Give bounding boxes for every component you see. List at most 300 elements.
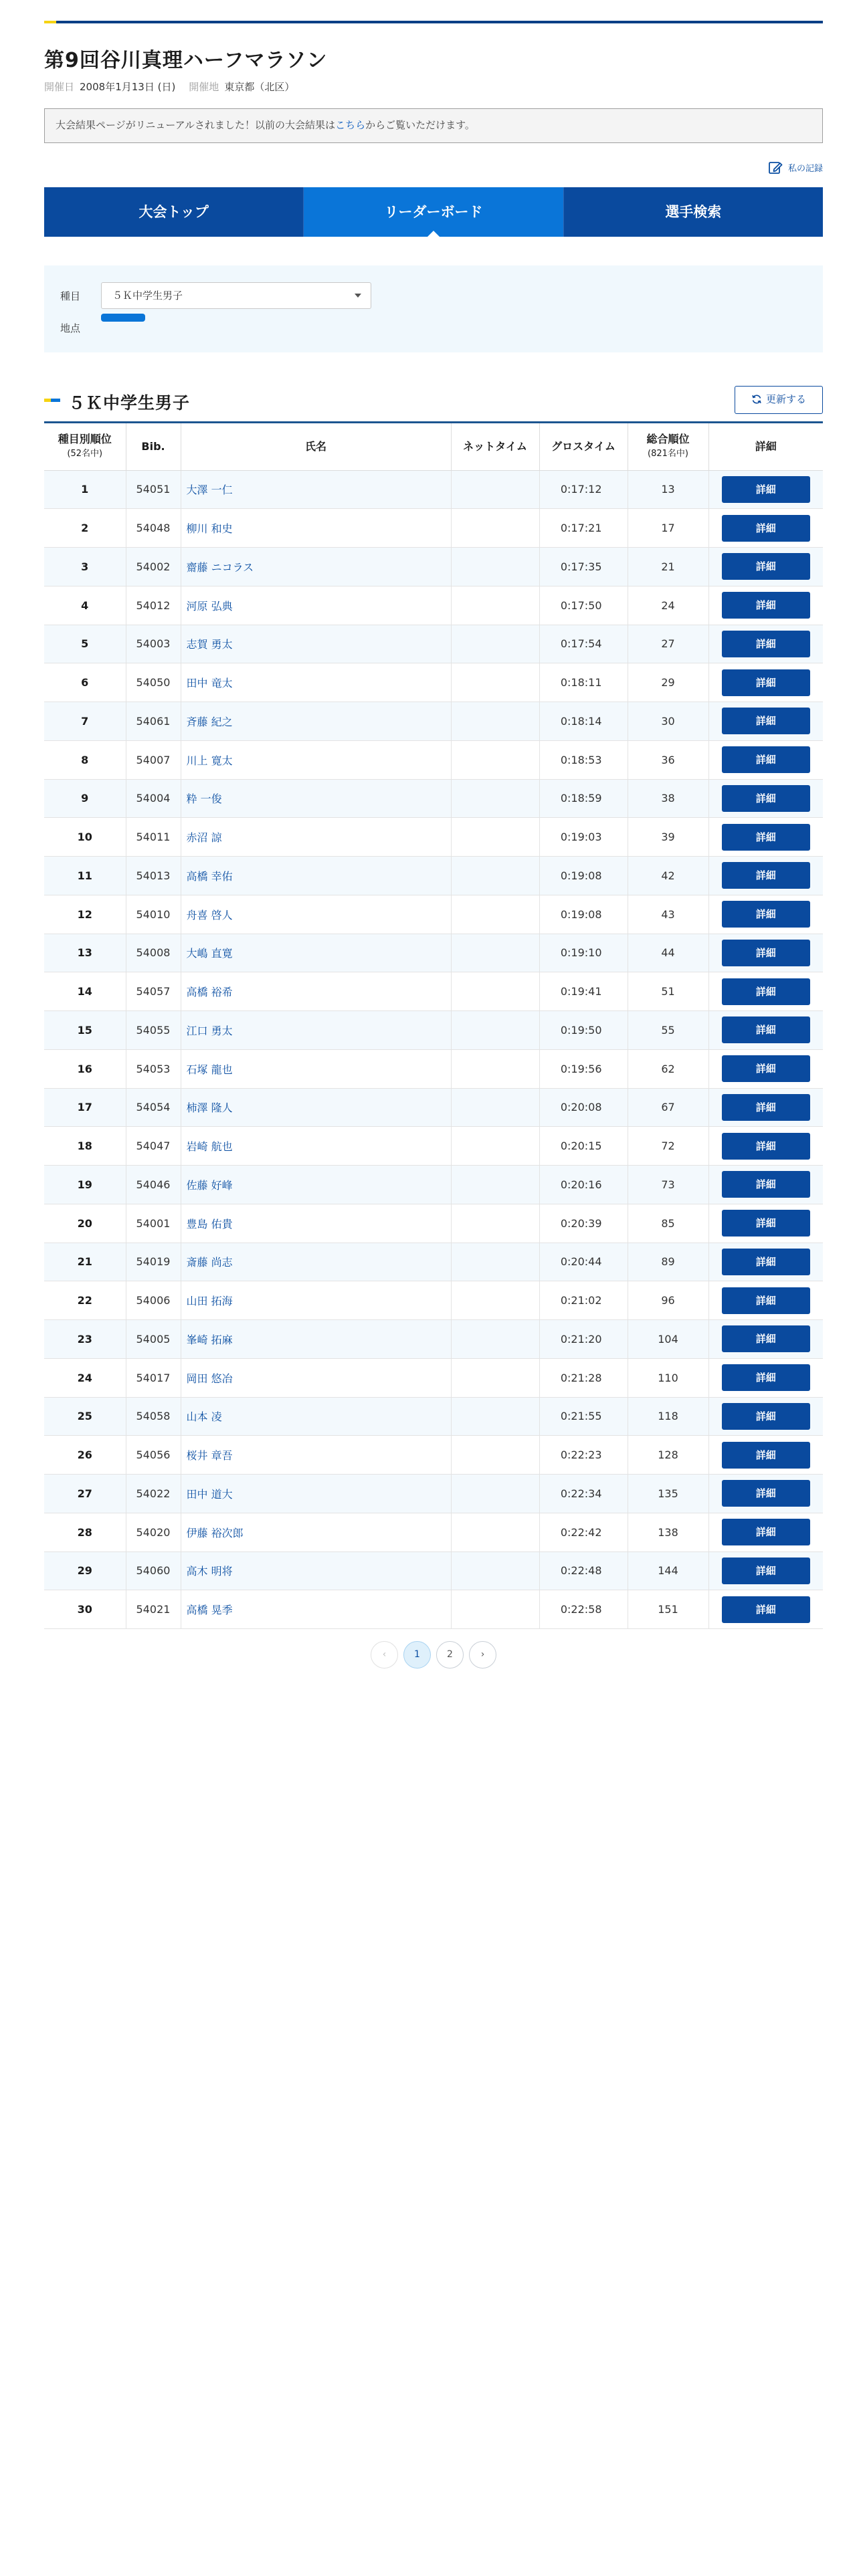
- overall-rank-cell: 110: [628, 1358, 708, 1397]
- detail-button[interactable]: 詳細: [722, 862, 810, 889]
- overall-rank-cell: 138: [628, 1513, 708, 1551]
- gross-time-cell: 0:18:53: [539, 740, 628, 779]
- net-time-cell: [451, 1475, 539, 1513]
- table-header-row: [44, 423, 823, 470]
- col-gross-time: グロスタイム: [539, 423, 628, 470]
- bib-cell: 54053: [126, 1049, 181, 1088]
- table-row: [44, 934, 823, 972]
- table-row: [44, 1397, 823, 1436]
- detail-cell: [708, 663, 823, 702]
- detail-cell: [708, 1475, 823, 1513]
- gross-time-cell: 0:17:21: [539, 509, 628, 548]
- detail-cell: [708, 702, 823, 741]
- overall-rank-cell: 43: [628, 895, 708, 934]
- runner-name-link[interactable]: 赤沼 諒: [181, 818, 451, 857]
- net-time-cell: [451, 1551, 539, 1590]
- filter-panel: [44, 265, 823, 352]
- date-value: 2008年1月13日 (日): [80, 81, 176, 93]
- net-time-cell: [451, 895, 539, 934]
- rank-cell: 6: [44, 663, 126, 702]
- gross-time-cell: 0:17:12: [539, 470, 628, 509]
- detail-button[interactable]: 詳細: [722, 1519, 810, 1545]
- net-time-cell: [451, 740, 539, 779]
- rank-cell: 24: [44, 1358, 126, 1397]
- detail-button[interactable]: 詳細: [722, 1249, 810, 1275]
- detail-button[interactable]: 詳細: [722, 708, 810, 734]
- runner-name-link[interactable]: 柳川 和史: [181, 509, 451, 548]
- rank-cell: 29: [44, 1551, 126, 1590]
- table-row: [44, 1436, 823, 1475]
- runner-name-link[interactable]: 豊島 佑貴: [181, 1204, 451, 1243]
- gross-time-cell: 0:19:56: [539, 1049, 628, 1088]
- rank-cell: 30: [44, 1590, 126, 1629]
- table-row: [44, 972, 823, 1011]
- detail-cell: [708, 779, 823, 818]
- bib-cell: 54003: [126, 625, 181, 663]
- detail-cell: [708, 1011, 823, 1050]
- table-row: [44, 1204, 823, 1243]
- event-title: 第9回谷川真理ハーフマラソン: [44, 49, 328, 72]
- overall-rank-cell: 13: [628, 470, 708, 509]
- overall-rank-cell: 38: [628, 779, 708, 818]
- rank-cell: 9: [44, 779, 126, 818]
- bib-cell: 54051: [126, 470, 181, 509]
- detail-button[interactable]: 詳細: [722, 824, 810, 851]
- runner-name-link[interactable]: 粋 一俊: [181, 779, 451, 818]
- gross-time-cell: 0:22:48: [539, 1551, 628, 1590]
- tab-runner-search[interactable]: 選手検索: [563, 187, 823, 237]
- net-time-cell: [451, 702, 539, 741]
- rank-cell: 11: [44, 857, 126, 895]
- rank-cell: 28: [44, 1513, 126, 1551]
- detail-button[interactable]: 詳細: [722, 1055, 810, 1082]
- renewal-notice: [44, 108, 823, 143]
- runner-name-link[interactable]: 斉藤 紀之: [181, 702, 451, 741]
- rank-cell: 15: [44, 1011, 126, 1050]
- net-time-cell: [451, 972, 539, 1011]
- runner-name-link[interactable]: 佐藤 好峰: [181, 1166, 451, 1204]
- runner-name-link[interactable]: 高木 明将: [181, 1551, 451, 1590]
- detail-button[interactable]: 詳細: [722, 1480, 810, 1507]
- net-time-cell: [451, 1088, 539, 1127]
- bib-cell: 54048: [126, 509, 181, 548]
- net-time-cell: [451, 663, 539, 702]
- net-time-cell: [451, 1397, 539, 1436]
- detail-cell: [708, 1281, 823, 1320]
- notice-text-before: 大会結果ページがリニューアルされました！以前の大会結果は: [56, 119, 336, 131]
- overall-rank-cell: 24: [628, 586, 708, 625]
- net-time-cell: [451, 779, 539, 818]
- main-tabs: [44, 187, 823, 237]
- rank-cell: 17: [44, 1088, 126, 1127]
- gross-time-cell: 0:20:16: [539, 1166, 628, 1204]
- table-row: [44, 1127, 823, 1166]
- detail-button[interactable]: 詳細: [722, 1094, 810, 1121]
- bib-cell: 54010: [126, 895, 181, 934]
- net-time-cell: [451, 857, 539, 895]
- bib-cell: 54047: [126, 1127, 181, 1166]
- net-time-cell: [451, 818, 539, 857]
- detail-button[interactable]: 詳細: [722, 1133, 810, 1160]
- gross-time-cell: 0:22:23: [539, 1436, 628, 1475]
- overall-rank-cell: 17: [628, 509, 708, 548]
- gross-time-cell: 0:21:55: [539, 1397, 628, 1436]
- next-page-button[interactable]: ›: [469, 1641, 496, 1669]
- notice-text-after: からご覧いただけます。: [365, 119, 475, 131]
- rank-cell: 23: [44, 1320, 126, 1359]
- col-net-time: ネットタイム: [451, 423, 539, 470]
- rank-cell: 13: [44, 934, 126, 972]
- detail-button[interactable]: 詳細: [722, 476, 810, 503]
- detail-cell: [708, 1049, 823, 1088]
- detail-cell: [708, 972, 823, 1011]
- detail-button[interactable]: 詳細: [722, 901, 810, 928]
- page: [44, 21, 823, 1669]
- overall-rank-cell: 51: [628, 972, 708, 1011]
- bib-cell: 54004: [126, 779, 181, 818]
- gross-time-cell: 0:22:34: [539, 1475, 628, 1513]
- table-row: [44, 1011, 823, 1050]
- col-rank: 種目別順位 (52名中): [44, 423, 126, 470]
- detail-button[interactable]: 詳細: [722, 631, 810, 657]
- detail-button[interactable]: 詳細: [722, 515, 810, 542]
- bib-cell: 54008: [126, 934, 181, 972]
- overall-rank-cell: 44: [628, 934, 708, 972]
- rank-cell: 26: [44, 1436, 126, 1475]
- overall-rank-cell: 55: [628, 1011, 708, 1050]
- overall-rank-cell: 96: [628, 1281, 708, 1320]
- detail-cell: [708, 934, 823, 972]
- table-row: [44, 740, 823, 779]
- table-row: [44, 1475, 823, 1513]
- detail-button[interactable]: 詳細: [722, 592, 810, 619]
- runner-name-link[interactable]: 桜井 章吾: [181, 1436, 451, 1475]
- rank-cell: 7: [44, 702, 126, 741]
- table-row: [44, 1590, 823, 1629]
- detail-button[interactable]: 詳細: [722, 1210, 810, 1237]
- net-time-cell: [451, 1358, 539, 1397]
- rank-cell: 19: [44, 1166, 126, 1204]
- detail-cell: [708, 857, 823, 895]
- overall-rank-cell: 30: [628, 702, 708, 741]
- detail-cell: [708, 1358, 823, 1397]
- gross-time-cell: 0:20:15: [539, 1127, 628, 1166]
- refresh-button[interactable]: [735, 386, 823, 414]
- rank-cell: 18: [44, 1127, 126, 1166]
- runner-name-link[interactable]: 舟喜 啓人: [181, 895, 451, 934]
- page-button-1[interactable]: 1: [403, 1641, 431, 1669]
- table-row: [44, 779, 823, 818]
- col-bib: Bib.: [126, 423, 181, 470]
- tab-leaderboard[interactable]: リーダーボード: [303, 187, 563, 237]
- table-row: [44, 470, 823, 509]
- detail-cell: [708, 1243, 823, 1281]
- chevron-down-icon: [355, 294, 361, 298]
- bib-cell: 54061: [126, 702, 181, 741]
- net-time-cell: [451, 548, 539, 586]
- pagination: [44, 1641, 823, 1669]
- bib-cell: 54056: [126, 1436, 181, 1475]
- leaderboard-table: [44, 423, 823, 1629]
- location-label: 地点: [60, 322, 81, 334]
- table-row: [44, 1281, 823, 1320]
- section-title: ５Ｋ中学生男子: [68, 393, 191, 413]
- rank-cell: 20: [44, 1204, 126, 1243]
- detail-button[interactable]: 詳細: [722, 1403, 810, 1430]
- net-time-cell: [451, 1166, 539, 1204]
- overall-rank-cell: 151: [628, 1590, 708, 1629]
- rank-cell: 2: [44, 509, 126, 548]
- detail-button[interactable]: 詳細: [722, 746, 810, 773]
- category-select[interactable]: [101, 282, 371, 309]
- prev-page-button[interactable]: ‹: [371, 1641, 398, 1669]
- runner-name-link[interactable]: 江口 勇太: [181, 1011, 451, 1050]
- table-row: [44, 857, 823, 895]
- gross-time-cell: 0:20:39: [539, 1204, 628, 1243]
- rank-cell: 5: [44, 625, 126, 663]
- table-row: [44, 548, 823, 586]
- old-results-link[interactable]: こちら: [335, 119, 366, 131]
- overall-rank-cell: 73: [628, 1166, 708, 1204]
- net-time-cell: [451, 1320, 539, 1359]
- gross-time-cell: 0:17:54: [539, 625, 628, 663]
- net-time-cell: [451, 509, 539, 548]
- overall-rank-cell: 67: [628, 1088, 708, 1127]
- detail-button[interactable]: 詳細: [722, 1558, 810, 1584]
- table-row: [44, 702, 823, 741]
- detail-cell: [708, 548, 823, 586]
- runner-name-link[interactable]: 田中 竜太: [181, 663, 451, 702]
- rank-cell: 10: [44, 818, 126, 857]
- overall-rank-cell: 36: [628, 740, 708, 779]
- detail-button[interactable]: 詳細: [722, 1325, 810, 1352]
- overall-rank-cell: 39: [628, 818, 708, 857]
- gross-time-cell: 0:22:42: [539, 1513, 628, 1551]
- detail-cell: [708, 1590, 823, 1629]
- detail-button[interactable]: 詳細: [722, 1171, 810, 1198]
- col-name: 氏名: [181, 423, 451, 470]
- rank-cell: 4: [44, 586, 126, 625]
- my-records-link[interactable]: [44, 156, 823, 178]
- net-time-cell: [451, 1513, 539, 1551]
- net-time-cell: [451, 1049, 539, 1088]
- rank-cell: 3: [44, 548, 126, 586]
- net-time-cell: [451, 586, 539, 625]
- section-mark: [44, 399, 60, 402]
- gross-time-cell: 0:21:20: [539, 1320, 628, 1359]
- detail-cell: [708, 1204, 823, 1243]
- net-time-cell: [451, 1243, 539, 1281]
- runner-name-link[interactable]: 石塚 龍也: [181, 1049, 451, 1088]
- runner-name-link[interactable]: 柿澤 隆人: [181, 1088, 451, 1127]
- runner-name-link[interactable]: 山本 凌: [181, 1397, 451, 1436]
- location-selector[interactable]: [101, 314, 145, 322]
- detail-cell: [708, 1551, 823, 1590]
- net-time-cell: [451, 934, 539, 972]
- table-row: [44, 1243, 823, 1281]
- detail-cell: [708, 1320, 823, 1359]
- page-button-2[interactable]: 2: [436, 1641, 464, 1669]
- overall-rank-cell: 89: [628, 1243, 708, 1281]
- net-time-cell: [451, 470, 539, 509]
- bib-cell: 54007: [126, 740, 181, 779]
- runner-name-link[interactable]: 岩崎 航也: [181, 1127, 451, 1166]
- table-row: [44, 586, 823, 625]
- bib-cell: 54001: [126, 1204, 181, 1243]
- overall-rank-cell: 144: [628, 1551, 708, 1590]
- detail-cell: [708, 1397, 823, 1436]
- net-time-cell: [451, 1590, 539, 1629]
- category-select-value: ５Ｋ中学生男子: [112, 290, 183, 302]
- net-time-cell: [451, 1281, 539, 1320]
- detail-cell: [708, 586, 823, 625]
- gross-time-cell: 0:18:11: [539, 663, 628, 702]
- gross-time-cell: 0:19:03: [539, 818, 628, 857]
- section-header: [44, 385, 823, 414]
- runner-name-link[interactable]: 大嶋 直寛: [181, 934, 451, 972]
- runner-name-link[interactable]: 高橋 晃季: [181, 1590, 451, 1629]
- overall-rank-cell: 42: [628, 857, 708, 895]
- overall-rank-cell: 118: [628, 1397, 708, 1436]
- detail-cell: [708, 1088, 823, 1127]
- my-records-label: 私の記録: [787, 163, 823, 174]
- gross-time-cell: 0:20:08: [539, 1088, 628, 1127]
- gross-time-cell: 0:19:50: [539, 1011, 628, 1050]
- venue-label: 開催地: [189, 81, 219, 93]
- bib-cell: 54013: [126, 857, 181, 895]
- event-meta: [44, 80, 823, 94]
- gross-time-cell: 0:19:08: [539, 895, 628, 934]
- tab-event-top[interactable]: 大会トップ: [138, 204, 209, 220]
- bib-cell: 54019: [126, 1243, 181, 1281]
- table-row: [44, 1513, 823, 1551]
- col-detail: 詳細: [708, 423, 823, 470]
- gross-time-cell: 0:19:08: [539, 857, 628, 895]
- rank-cell: 25: [44, 1397, 126, 1436]
- bib-cell: 54050: [126, 663, 181, 702]
- runner-name-link[interactable]: 伊藤 裕次郎: [181, 1513, 451, 1551]
- net-time-cell: [451, 1204, 539, 1243]
- runner-name-link[interactable]: 大澤 一仁: [181, 470, 451, 509]
- detail-button[interactable]: 詳細: [722, 1442, 810, 1469]
- runner-name-link[interactable]: 高橋 裕希: [181, 972, 451, 1011]
- detail-cell: [708, 740, 823, 779]
- overall-rank-cell: 21: [628, 548, 708, 586]
- rank-cell: 1: [44, 470, 126, 509]
- net-time-cell: [451, 1011, 539, 1050]
- runner-name-link[interactable]: 岡田 悠冶: [181, 1358, 451, 1397]
- runner-name-link[interactable]: 齋藤 ニコラス: [181, 548, 451, 586]
- gross-time-cell: 0:17:35: [539, 548, 628, 586]
- table-row: [44, 1551, 823, 1590]
- edit-note-icon: [768, 160, 783, 175]
- col-overall-rank: 総合順位 (821名中): [628, 423, 708, 470]
- runner-name-link[interactable]: 山田 拓海: [181, 1281, 451, 1320]
- overall-rank-cell: 128: [628, 1436, 708, 1475]
- table-row: [44, 625, 823, 663]
- runner-name-link[interactable]: 斎藤 尚志: [181, 1243, 451, 1281]
- bib-cell: 54060: [126, 1551, 181, 1590]
- table-row: [44, 1166, 823, 1204]
- detail-cell: [708, 1127, 823, 1166]
- detail-button[interactable]: 詳細: [722, 940, 810, 966]
- rank-cell: 14: [44, 972, 126, 1011]
- gross-time-cell: 0:20:44: [539, 1243, 628, 1281]
- detail-cell: [708, 509, 823, 548]
- runner-name-link[interactable]: 高橋 幸佑: [181, 857, 451, 895]
- bib-cell: 54057: [126, 972, 181, 1011]
- bib-cell: 54058: [126, 1397, 181, 1436]
- bib-cell: 54055: [126, 1011, 181, 1050]
- runner-name-link[interactable]: 川上 寛太: [181, 740, 451, 779]
- rank-cell: 12: [44, 895, 126, 934]
- detail-cell: [708, 470, 823, 509]
- refresh-label: 更新する: [765, 393, 806, 405]
- category-label: 種目: [60, 290, 81, 302]
- bib-cell: 54046: [126, 1166, 181, 1204]
- gross-time-cell: 0:19:41: [539, 972, 628, 1011]
- runner-name-link[interactable]: 峯崎 拓麻: [181, 1320, 451, 1359]
- table-row: [44, 1088, 823, 1127]
- detail-button[interactable]: 詳細: [722, 1016, 810, 1043]
- runner-name-link[interactable]: 河原 弘典: [181, 586, 451, 625]
- gross-time-cell: 0:21:28: [539, 1358, 628, 1397]
- gross-time-cell: 0:17:50: [539, 586, 628, 625]
- top-accent-bar: [44, 21, 823, 23]
- overall-rank-cell: 72: [628, 1127, 708, 1166]
- detail-cell: [708, 895, 823, 934]
- venue-value: 東京都（北区）: [224, 81, 295, 93]
- table-row: [44, 1358, 823, 1397]
- rank-cell: 21: [44, 1243, 126, 1281]
- detail-button[interactable]: 詳細: [722, 553, 810, 580]
- detail-button[interactable]: 詳細: [722, 1287, 810, 1314]
- overall-rank-cell: 27: [628, 625, 708, 663]
- overall-rank-cell: 29: [628, 663, 708, 702]
- runner-name-link[interactable]: 志賀 勇太: [181, 625, 451, 663]
- gross-time-cell: 0:18:59: [539, 779, 628, 818]
- detail-button[interactable]: 詳細: [722, 1596, 810, 1623]
- detail-cell: [708, 625, 823, 663]
- gross-time-cell: 0:21:02: [539, 1281, 628, 1320]
- detail-button[interactable]: 詳細: [722, 785, 810, 812]
- table-row: [44, 895, 823, 934]
- runner-name-link[interactable]: 田中 道大: [181, 1475, 451, 1513]
- table-row: [44, 1320, 823, 1359]
- bib-cell: 54002: [126, 548, 181, 586]
- net-time-cell: [451, 1436, 539, 1475]
- bib-cell: 54005: [126, 1320, 181, 1359]
- gross-time-cell: 0:22:58: [539, 1590, 628, 1629]
- detail-cell: [708, 1436, 823, 1475]
- detail-cell: [708, 1513, 823, 1551]
- overall-rank-cell: 135: [628, 1475, 708, 1513]
- detail-button[interactable]: 詳細: [722, 669, 810, 696]
- detail-cell: [708, 818, 823, 857]
- detail-cell: [708, 1166, 823, 1204]
- overall-rank-cell: 85: [628, 1204, 708, 1243]
- date-label: 開催日: [44, 81, 75, 93]
- gross-time-cell: 0:19:10: [539, 934, 628, 972]
- refresh-icon: [751, 394, 762, 405]
- bib-cell: 54011: [126, 818, 181, 857]
- detail-button[interactable]: 詳細: [722, 978, 810, 1005]
- table-row: [44, 1049, 823, 1088]
- rank-cell: 8: [44, 740, 126, 779]
- rank-cell: 16: [44, 1049, 126, 1088]
- net-time-cell: [451, 1127, 539, 1166]
- detail-button[interactable]: 詳細: [722, 1364, 810, 1391]
